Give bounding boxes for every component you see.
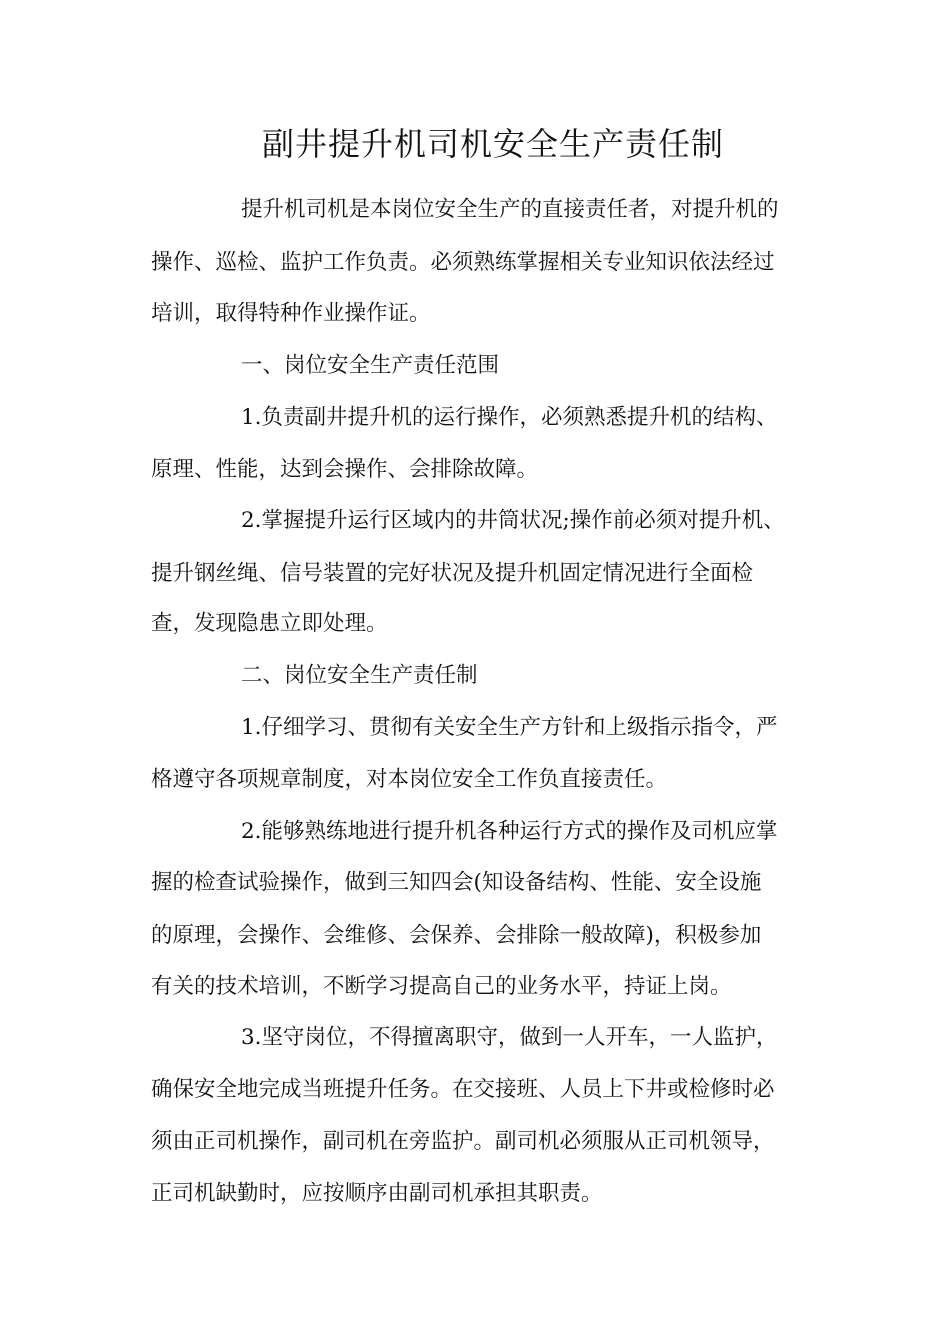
paragraph-line: 须由正司机操作，副司机在旁监护。副司机必须服从正司机领导， <box>151 1129 775 1154</box>
paragraph-line: 查，发现隐患立即处理。 <box>151 611 388 636</box>
paragraph-line: 握的检查试验操作，做到三知四会(知设备结构、性能、安全设施 <box>151 870 762 895</box>
document-title: 副井提升机司机安全生产责任制 <box>261 125 724 163</box>
paragraph-line: 1.负责副井提升机的运行操作，必须熟悉提升机的结构、 <box>241 405 778 430</box>
paragraph-line: 1.仔细学习、贯彻有关安全生产方针和上级指示指令，严 <box>241 715 778 740</box>
paragraph-line: 正司机缺勤时，应按顺序由副司机承担其职责。 <box>151 1181 603 1206</box>
paragraph-line: 的原理，会操作、会维修、会保养、会排除一般故障)，积极参加 <box>151 923 762 948</box>
paragraph-line: 3.坚守岗位，不得擅离职守，做到一人开车，一人监护， <box>241 1025 778 1050</box>
section-heading: 一、岗位安全生产责任范围 <box>241 353 500 378</box>
paragraph-line: 2.掌握提升运行区域内的井筒状况;操作前必须对提升机、 <box>241 508 785 533</box>
paragraph-line: 原理、性能，达到会操作、会排除故障。 <box>151 457 539 482</box>
paragraph-line: 操作、巡检、监护工作负责。必须熟练掌握相关专业知识依法经过 <box>151 250 775 275</box>
paragraph-line: 2.能够熟练地进行提升机各种运行方式的操作及司机应掌 <box>241 819 778 844</box>
paragraph-line: 确保安全地完成当班提升任务。在交接班、人员上下井或检修时必 <box>151 1077 775 1102</box>
paragraph-line: 格遵守各项规章制度，对本岗位安全工作负直接责任。 <box>151 767 668 792</box>
paragraph-line: 提升机司机是本岗位安全生产的直接责任者，对提升机的 <box>241 197 779 222</box>
paragraph-line: 有关的技术培训，不断学习提高自己的业务水平，持证上岗。 <box>151 974 732 999</box>
paragraph-line: 培训，取得特种作业操作证。 <box>151 301 431 326</box>
paragraph-line: 提升钢丝绳、信号装置的完好状况及提升机固定情况进行全面检 <box>151 561 754 586</box>
section-heading: 二、岗位安全生产责任制 <box>241 663 478 688</box>
